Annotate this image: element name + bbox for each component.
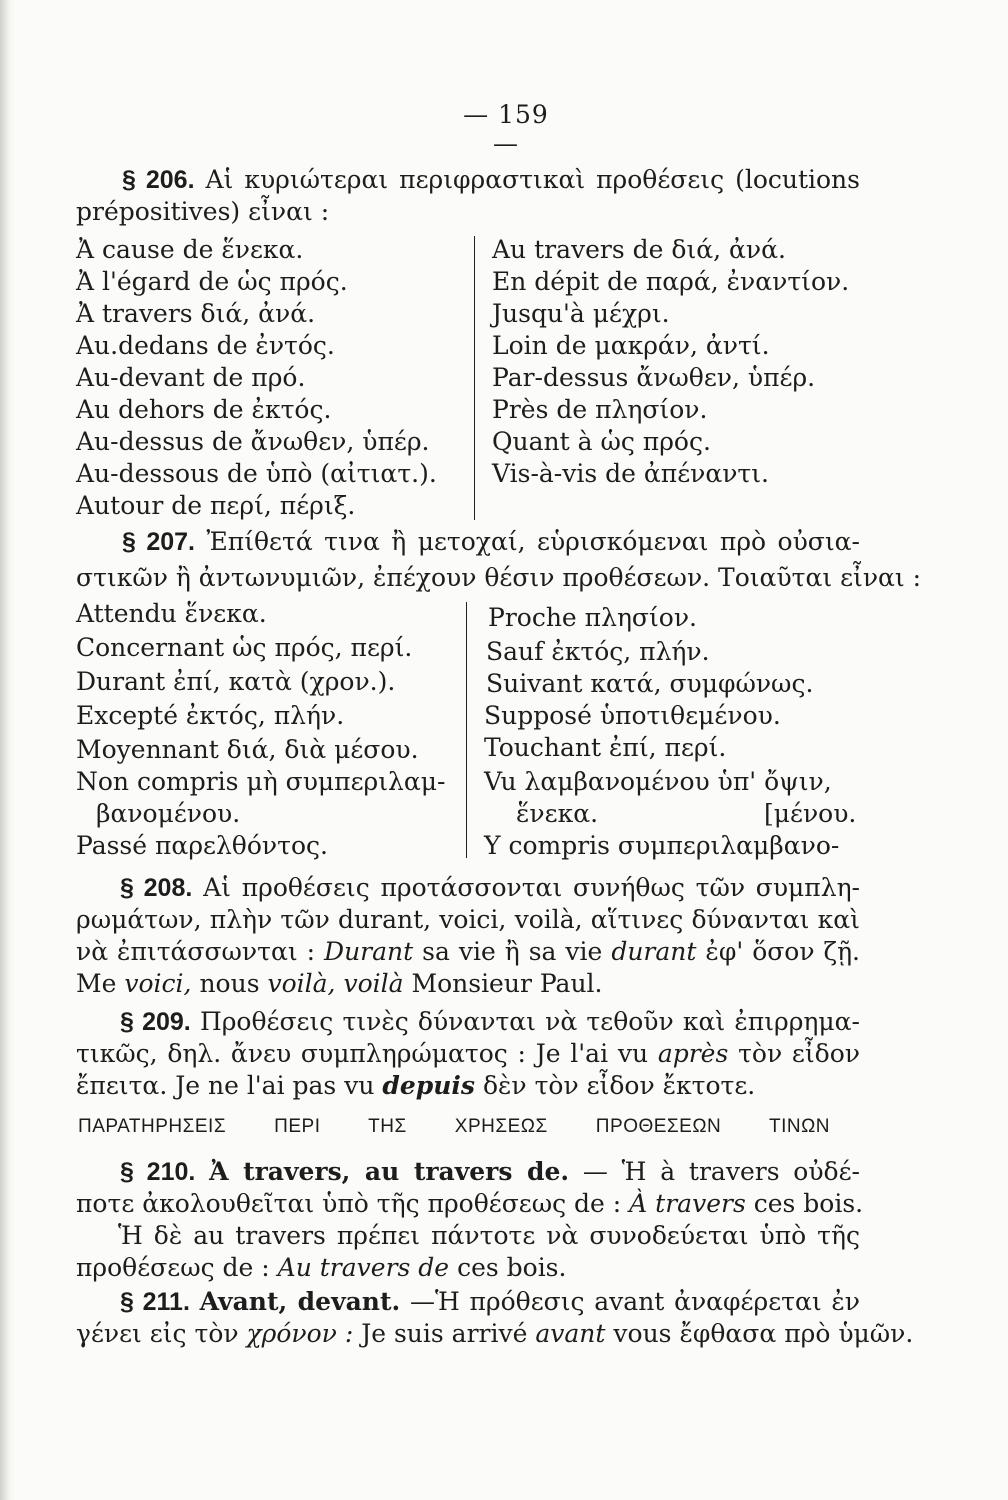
list-item: Par-dessus ἄνωθεν, ὑπέρ. <box>492 363 816 392</box>
list-item: Concernant ὡς πρός, περί. <box>76 633 413 662</box>
list-item: Au.dedans de ἐντός. <box>76 331 335 360</box>
list-item: Supposé ὑποτιθεμένου. <box>484 701 781 730</box>
section-207-line-1: § 207. Ἐπίθετά τινα ἢ μετοχαί, εὑρισκόμεναι πρὸ οὐσια- <box>122 527 860 556</box>
list-item: ἕνεκα. <box>516 799 599 828</box>
list-item: Autour de περί, πέριξ. <box>76 491 356 520</box>
list-item: Attendu ἕνεκα. <box>76 599 267 628</box>
section-208-line-1: § 208. Αἱ προθέσεις προτάσσονται συνήθως τῶν συμπλη- <box>120 873 861 902</box>
list-item: En dépit de παρά, ἐναντίον. <box>492 267 850 296</box>
list-item: Proche πλησίον. <box>488 603 697 632</box>
list-item: Près de πλησίον. <box>492 395 708 424</box>
list-item: Non compris μὴ συμπεριλαμ- <box>76 767 446 796</box>
section-heading: ΠΑΡΑΤΗΡΗΣΕΙΣ ΠΕΡΙ ΤΗΣ ΧΡΗΣΕΩΣ ΠΡΟΘΕΣΕΩΝ ΤΙΝΩΝ <box>78 1116 830 1137</box>
list-item: Jusqu'à μέχρι. <box>492 299 670 328</box>
list-item: Au travers de διά, ἀνά. <box>492 235 786 264</box>
list-item: Passé παρελθόντος. <box>76 831 328 860</box>
section-207-number: § 207. <box>122 528 195 556</box>
section-211-number: § 211. <box>120 1288 190 1316</box>
list-item: Ἀ l'égard de ὡς πρός. <box>76 267 348 296</box>
section-210-line-2: ποτε ἀκολουθεῖται ὑπὸ τῆς προθέσεως de : À travers ces bois. <box>76 1189 864 1218</box>
column-divider <box>466 602 467 858</box>
section-210-title: Ἀ travers, au travers de. <box>209 1157 570 1186</box>
list-item: Suivant κατά, συμφώνως. <box>486 669 814 698</box>
section-206-line-1: § 206. Αἱ κυριώτεραι περιφραστικαὶ προθέσεις (locutions <box>122 165 860 194</box>
section-210-line-3: Ἡ δὲ au travers πρέπει πάντοτε νὰ συνοδεύεται ὑπὸ τῆς <box>118 1221 860 1250</box>
section-211-title: Avant, devant. <box>199 1287 401 1316</box>
list-item: βανομένου. <box>96 799 241 828</box>
section-210-number: § 210. <box>120 1158 196 1186</box>
list-item: Excepté ἐκτός, πλήν. <box>76 701 345 730</box>
list-item: Ἀ travers διά, ἀνά. <box>76 299 316 328</box>
section-209-line-3: ἔπειτα. Je ne l'ai pas vu depuis δὲν τὸν εἶδον ἔκτοτε. <box>76 1071 756 1100</box>
section-211-line-2: γένει εἰς τὸν χρόνον : Je suis arrivé avant vous ἔφθασα πρὸ ὑμῶν. <box>76 1319 914 1348</box>
list-item: Sauf ἐκτός, πλήν. <box>486 637 710 666</box>
section-208-line-4: Me voici, nous voilà, voilà Monsieur Paul. <box>76 969 603 998</box>
section-209-line-1: § 209. Προθέσεις τινὲς δύνανται νὰ τεθοῦν καὶ ἐπιρρημα- <box>120 1007 860 1036</box>
section-211-line-1: § 211. Avant, devant. —Ἡ πρόθεσις avant ἀναφέρεται ἐν <box>120 1287 860 1316</box>
section-208-number: § 208. <box>120 874 193 902</box>
list-item: Durant ἐπί, κατὰ (χρον.). <box>76 667 396 696</box>
list-item: Vu λαμβανομένου ὑπ' ὄψιν, <box>484 767 832 796</box>
section-208-line-2: ρωμάτων, πλὴν τῶν durant, voici, voilà, αἵτινες δύνανται καὶ <box>76 905 860 934</box>
list-item: [μένου. <box>764 799 857 828</box>
section-209-number: § 209. <box>120 1008 191 1036</box>
section-210-line-4: προθέσεως de : Au travers de ces bois. <box>76 1253 567 1282</box>
list-item: Ἀ cause de ἕνεκα. <box>76 235 304 264</box>
page-binding-edge <box>0 0 16 1500</box>
list-item: Y compris συμπεριλαμβανο- <box>484 831 840 860</box>
section-210-line-1: § 210. Ἀ travers, au travers de. — Ἡ à travers οὐδέ- <box>120 1157 861 1186</box>
page-number: — 159 — <box>463 100 549 158</box>
list-item: Vis-à-vis de ἀπέναντι. <box>492 459 770 488</box>
list-item: Quant à ὡς πρός. <box>492 427 711 456</box>
list-item: Touchant ἐπί, περί. <box>484 733 727 762</box>
column-divider <box>474 236 475 520</box>
list-item: Moyennant διά, διὰ μέσου. <box>76 735 419 764</box>
section-208-line-3: νὰ ἐπιτάσσωνται : Durant sa vie ἢ sa vie durant ἐφ' ὅσον ζῇ. <box>76 937 861 966</box>
section-207-line-2: στικῶν ἢ ἀντωνυμιῶν, ἐπέχουν θέσιν προθέσεων. Τοιαῦται εἶναι : <box>76 563 922 592</box>
list-item: Loin de μακράν, ἀντί. <box>492 331 770 360</box>
section-206-number: § 206. <box>122 166 195 194</box>
list-item: Au-dessus de ἄνωθεν, ὑπέρ. <box>76 427 430 456</box>
list-item: Au-dessous de ὑπὸ (αἰτιατ.). <box>76 459 437 488</box>
section-206-line-2: prépositives) εἶναι : <box>76 197 330 226</box>
list-item: Au-devant de πρό. <box>76 363 306 392</box>
list-item: Au dehors de ἐκτός. <box>76 395 332 424</box>
section-209-line-2: τικῶς, δηλ. ἄνευ συμπληρώματος : Je l'ai vu après τὸν εἶδον <box>76 1039 860 1068</box>
